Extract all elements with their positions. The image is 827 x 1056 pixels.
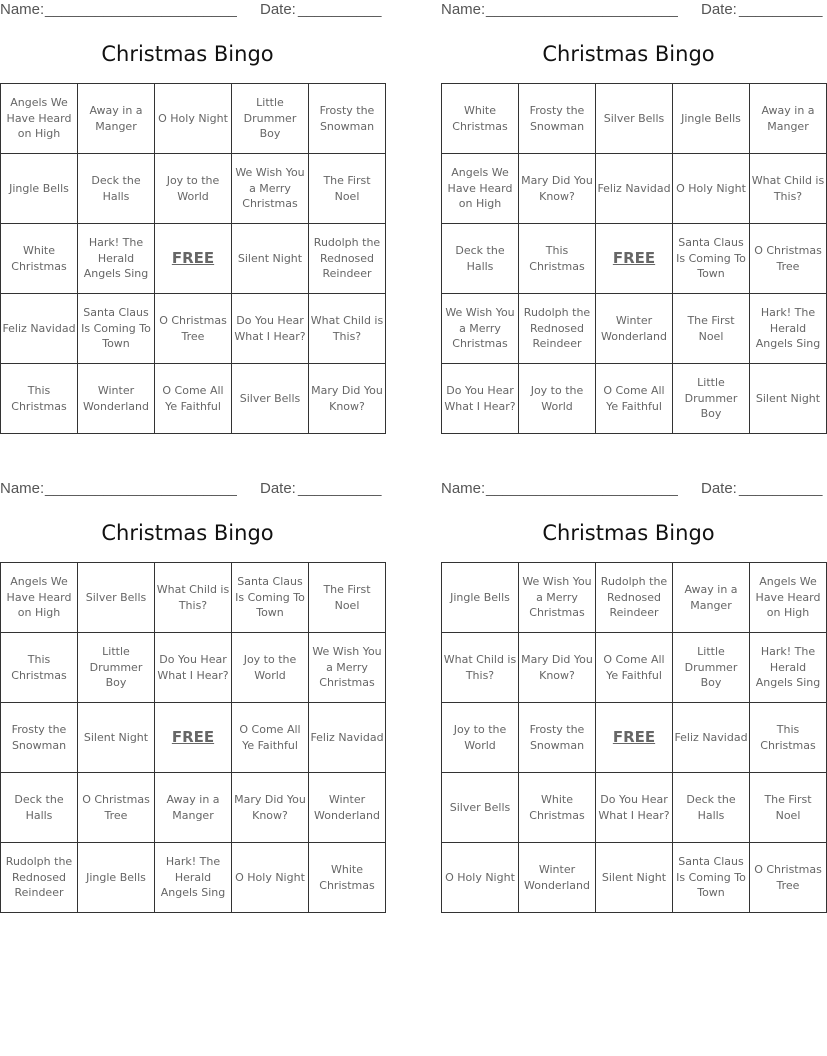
date-blank-line: __________ [298, 1, 382, 18]
bingo-row [1, 364, 386, 434]
bingo-cell: What Child is This? [309, 294, 386, 364]
bingo-cell: Frosty the Snowman [519, 703, 596, 773]
bingo-cell: O Come All Ye Faithful [596, 633, 673, 703]
bingo-cell: O Christmas Tree [155, 294, 232, 364]
bingo-row [1, 703, 386, 773]
date-blank-line: __________ [298, 480, 382, 497]
free-space: FREE [596, 224, 673, 294]
name-label: Name: [0, 480, 45, 497]
bingo-cell: The First Noel [309, 563, 386, 633]
bingo-cell: Santa Claus Is Coming To Town [673, 224, 750, 294]
bingo-cell: Mary Did You Know? [232, 773, 309, 843]
bingo-cell: Silent Night [750, 364, 827, 434]
bingo-cell: Feliz Navidad [673, 703, 750, 773]
date-label: Date: [260, 1, 296, 18]
bingo-row [442, 633, 827, 703]
bingo-cell: Joy to the World [232, 633, 309, 703]
card-title: Christmas Bingo [101, 521, 274, 545]
bingo-cell: Frosty the Snowman [519, 84, 596, 154]
bingo-cell: White Christmas [309, 843, 386, 913]
bingo-cell: This Christmas [519, 224, 596, 294]
bingo-row [1, 224, 386, 294]
bingo-cell: Rudolph the Rednosed Reindeer [519, 294, 596, 364]
bingo-cell: White Christmas [519, 773, 596, 843]
bingo-cell: Deck the Halls [1, 773, 78, 843]
free-space: FREE [155, 224, 232, 294]
card-title: Christmas Bingo [101, 42, 274, 66]
name-label: Name: [441, 1, 486, 18]
bingo-cell: Do You Hear What I Hear? [232, 294, 309, 364]
bingo-cell: Deck the Halls [78, 154, 155, 224]
bingo-cell: Silent Night [596, 843, 673, 913]
bingo-cell: Little Drummer Boy [78, 633, 155, 703]
bingo-grid [0, 562, 386, 913]
bingo-cell: Hark! The Herald Angels Sing [155, 843, 232, 913]
name-label: Name: [441, 480, 486, 497]
date-blank-line: __________ [739, 480, 823, 497]
bingo-cell: Hark! The Herald Angels Sing [750, 294, 827, 364]
bingo-cell: Frosty the Snowman [309, 84, 386, 154]
bingo-cell: Winter Wonderland [309, 773, 386, 843]
bingo-cell: Away in a Manger [750, 84, 827, 154]
bingo-row [1, 633, 386, 703]
card-title: Christmas Bingo [542, 521, 715, 545]
bingo-cell: O Christmas Tree [78, 773, 155, 843]
bingo-cell: The First Noel [673, 294, 750, 364]
bingo-cell: Winter Wonderland [596, 294, 673, 364]
bingo-cell: Deck the Halls [442, 224, 519, 294]
bingo-card [441, 0, 825, 432]
free-space: FREE [155, 703, 232, 773]
bingo-grid [441, 562, 827, 913]
bingo-cell: Mary Did You Know? [519, 154, 596, 224]
bingo-cell: O Come All Ye Faithful [155, 364, 232, 434]
bingo-row [1, 843, 386, 913]
bingo-cell: Feliz Navidad [1, 294, 78, 364]
bingo-cell: This Christmas [1, 364, 78, 434]
bingo-row [442, 154, 827, 224]
bingo-cell: We Wish You a Merry Christmas [309, 633, 386, 703]
bingo-cell: Silent Night [232, 224, 309, 294]
bingo-row [1, 154, 386, 224]
bingo-cell: Jingle Bells [442, 563, 519, 633]
bingo-cell: Rudolph the Rednosed Reindeer [596, 563, 673, 633]
bingo-cell: Deck the Halls [673, 773, 750, 843]
bingo-cell: Joy to the World [155, 154, 232, 224]
name-date-line [441, 480, 823, 500]
name-blank-line: _______________________ [45, 480, 237, 497]
bingo-cell: Silver Bells [596, 84, 673, 154]
bingo-cell: We Wish You a Merry Christmas [232, 154, 309, 224]
bingo-row [442, 773, 827, 843]
bingo-row [442, 224, 827, 294]
bingo-card [0, 479, 384, 911]
bingo-cell: Do You Hear What I Hear? [442, 364, 519, 434]
bingo-row [442, 843, 827, 913]
bingo-cell: Winter Wonderland [78, 364, 155, 434]
bingo-cell: What Child is This? [155, 563, 232, 633]
bingo-cell: O Holy Night [232, 843, 309, 913]
bingo-row [442, 364, 827, 434]
bingo-row [442, 84, 827, 154]
bingo-cell: Angels We Have Heard on High [442, 154, 519, 224]
bingo-grid [0, 83, 386, 434]
bingo-cell: Rudolph the Rednosed Reindeer [309, 224, 386, 294]
bingo-cell: Santa Claus Is Coming To Town [673, 843, 750, 913]
bingo-cell: Angels We Have Heard on High [1, 84, 78, 154]
bingo-cell: Silver Bells [78, 563, 155, 633]
date-blank-line: __________ [739, 1, 823, 18]
bingo-cell: The First Noel [750, 773, 827, 843]
bingo-row [442, 294, 827, 364]
bingo-cell: Hark! The Herald Angels Sing [78, 224, 155, 294]
bingo-cell: Away in a Manger [78, 84, 155, 154]
date-label: Date: [701, 480, 737, 497]
name-date-line [0, 1, 382, 21]
bingo-cell: Away in a Manger [155, 773, 232, 843]
bingo-cell: We Wish You a Merry Christmas [442, 294, 519, 364]
bingo-cell: Angels We Have Heard on High [1, 563, 78, 633]
bingo-cell: Do You Hear What I Hear? [596, 773, 673, 843]
bingo-cell: Do You Hear What I Hear? [155, 633, 232, 703]
bingo-cell: Hark! The Herald Angels Sing [750, 633, 827, 703]
bingo-cell: O Come All Ye Faithful [232, 703, 309, 773]
name-date-line [441, 1, 823, 21]
bingo-row [442, 563, 827, 633]
card-title: Christmas Bingo [542, 42, 715, 66]
bingo-cell: Little Drummer Boy [673, 633, 750, 703]
bingo-cell: O Christmas Tree [750, 843, 827, 913]
bingo-cell: What Child is This? [442, 633, 519, 703]
bingo-cell: Feliz Navidad [596, 154, 673, 224]
bingo-card [0, 0, 384, 432]
bingo-cell: We Wish You a Merry Christmas [519, 563, 596, 633]
bingo-row [442, 703, 827, 773]
bingo-cell: This Christmas [750, 703, 827, 773]
bingo-cell: Mary Did You Know? [519, 633, 596, 703]
bingo-cell: Joy to the World [442, 703, 519, 773]
bingo-row [1, 294, 386, 364]
bingo-cell: Feliz Navidad [309, 703, 386, 773]
bingo-cell: White Christmas [442, 84, 519, 154]
name-blank-line: _______________________ [486, 1, 678, 18]
date-label: Date: [701, 1, 737, 18]
bingo-row [1, 84, 386, 154]
bingo-cell: Santa Claus Is Coming To Town [78, 294, 155, 364]
bingo-cell: Little Drummer Boy [673, 364, 750, 434]
name-label: Name: [0, 1, 45, 18]
bingo-grid [441, 83, 827, 434]
bingo-cell: Frosty the Snowman [1, 703, 78, 773]
bingo-cell: Jingle Bells [78, 843, 155, 913]
bingo-cell: Jingle Bells [1, 154, 78, 224]
bingo-cell: The First Noel [309, 154, 386, 224]
name-date-line [0, 480, 382, 500]
bingo-cell: O Holy Night [155, 84, 232, 154]
bingo-cell: Away in a Manger [673, 563, 750, 633]
bingo-row [1, 773, 386, 843]
bingo-cell: What Child is This? [750, 154, 827, 224]
bingo-cell: O Come All Ye Faithful [596, 364, 673, 434]
bingo-cell: Angels We Have Heard on High [750, 563, 827, 633]
bingo-cell: Mary Did You Know? [309, 364, 386, 434]
name-blank-line: _______________________ [45, 1, 237, 18]
bingo-row [1, 563, 386, 633]
bingo-cell: O Holy Night [442, 843, 519, 913]
free-space: FREE [596, 703, 673, 773]
bingo-cell: Joy to the World [519, 364, 596, 434]
bingo-cell: O Holy Night [673, 154, 750, 224]
bingo-cell: Little Drummer Boy [232, 84, 309, 154]
date-label: Date: [260, 480, 296, 497]
bingo-cell: O Christmas Tree [750, 224, 827, 294]
bingo-cell: Silent Night [78, 703, 155, 773]
bingo-cell: Rudolph the Rednosed Reindeer [1, 843, 78, 913]
name-blank-line: _______________________ [486, 480, 678, 497]
bingo-cell: This Christmas [1, 633, 78, 703]
bingo-cell: Silver Bells [442, 773, 519, 843]
bingo-cell: White Christmas [1, 224, 78, 294]
bingo-card [441, 479, 823, 911]
bingo-cell: Jingle Bells [673, 84, 750, 154]
bingo-cell: Santa Claus Is Coming To Town [232, 563, 309, 633]
bingo-cell: Winter Wonderland [519, 843, 596, 913]
bingo-cell: Silver Bells [232, 364, 309, 434]
